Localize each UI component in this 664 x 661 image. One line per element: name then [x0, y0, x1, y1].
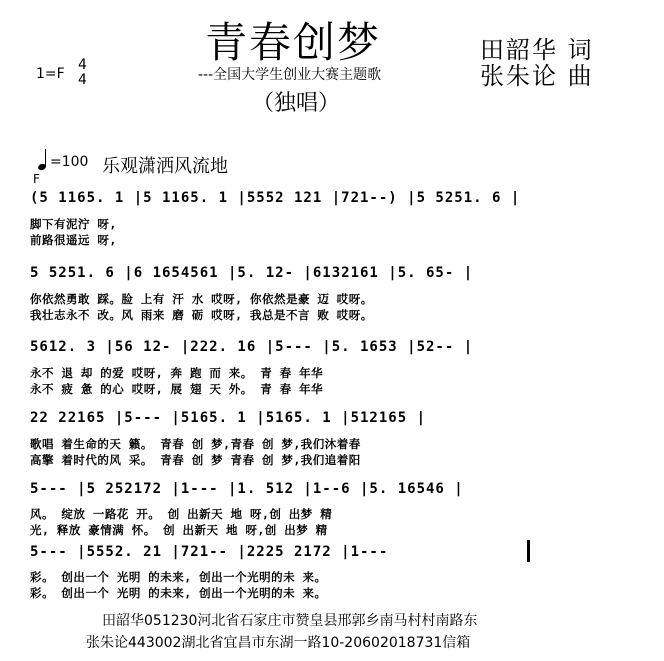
final-barline — [527, 540, 530, 562]
composer-address: 张朱论443002湖北省宜昌市东湖一路10-20602018731信箱 — [86, 635, 471, 651]
f-marking: F — [33, 172, 40, 186]
score-row-4-lyric-1: 歌唱 着生命的天 籁。 青春 创 梦,青春 创 梦,我们沐着春 — [30, 437, 361, 451]
score-row-5-lyric-2: 光, 释放 豪情满 怀。 创 出新天 地 呀,创 出梦 精 — [30, 523, 328, 537]
score-row-2-lyric-2: 我壮志永不 改。风 雨来 磨 砺 哎呀, 我总是不言 败 哎呀。 — [30, 308, 373, 322]
score-row-1-lyric-2: 前路很遥远 呀, — [30, 233, 117, 247]
time-signature — [78, 58, 87, 88]
score-row-1-lyric-1: 脚下有泥泞 呀, — [30, 217, 117, 231]
score-row-2-music: 5 5251. 6 |6 1654561 |5. 12- |6132161 |5. 65- | — [30, 265, 474, 281]
score-row-1-music: (5 1165. 1 |5 1165. 1 |5552 121 |721--) |5 5251. 6 | — [30, 190, 521, 206]
composer-credit: 张朱论 曲 — [480, 62, 594, 90]
score-row-6-lyric-1: 彩。 创出一个 光明 的未来, 创出一个光明的未 来。 — [30, 570, 327, 584]
quarter-note-icon — [38, 148, 50, 170]
score-row-3-lyric-1: 永不 退 却 的爱 哎呀, 奔 跑 而 来。 青 春 年华 — [30, 366, 324, 380]
score-row-2-lyric-1: 你依然勇敢 踩。脸 上有 汗 水 哎呀, 你依然是豪 迈 哎呀。 — [30, 292, 373, 306]
expression-marking: 乐观潇洒风流地 — [102, 156, 228, 177]
song-title: 青春创梦 — [205, 18, 382, 67]
score-row-4-lyric-2: 高擎 着时代的风 采。 青春 创 梦 青春 创 梦,我们追着阳 — [30, 453, 361, 467]
time-signature-top: 4 — [78, 57, 87, 73]
tempo-value: =100 — [50, 154, 89, 170]
tempo-marking — [38, 148, 88, 170]
score-row-5-music: 5--- |5 252172 |1--- |1. 512 |1--6 |5. 16546 | — [30, 481, 464, 497]
time-signature-bottom: 4 — [78, 72, 87, 88]
lyricist-credit: 田韶华 词 — [480, 36, 594, 64]
key-signature: 1=F — [36, 66, 65, 82]
score-row-6-music: 5--- |5552. 21 |721-- |2225 2172 |1--- — [30, 544, 389, 560]
score-row-4-music: 22 22165 |5--- |5165. 1 |5165. 1 |512165 | — [30, 410, 427, 426]
score-row-6-lyric-2: 彩。 创出一个 光明 的未来, 创出一个光明的未 来。 — [30, 586, 327, 600]
lyricist-address: 田韶华051230河北省石家庄市赞皇县邢郭乡南马村村南路东 — [102, 613, 478, 629]
performance-note: （独唱） — [252, 91, 341, 116]
score-row-3-music: 5612. 3 |56 12- |222. 16 |5--- |5. 1653 |52-- | — [30, 339, 474, 355]
score-row-5-lyric-1: 风。 绽放 一路花 开。 创 出新天 地 呀,创 出梦 精 — [30, 507, 333, 521]
song-subtitle: ---全国大学生创业大赛主题歌 — [198, 67, 382, 83]
score-row-3-lyric-2: 永不 疲 惫 的心 哎呀, 展 翅 天 外。 青 春 年华 — [30, 382, 324, 396]
